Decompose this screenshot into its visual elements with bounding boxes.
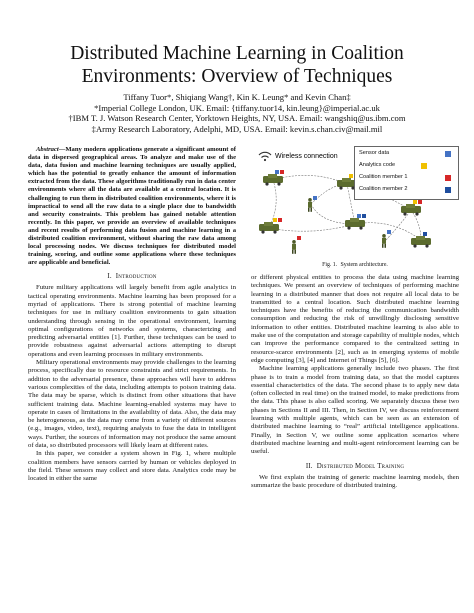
figure-caption [251, 262, 459, 269]
legend-label: Sensor data [359, 150, 390, 156]
legend-item-coalition-member-2 [359, 186, 408, 193]
legend-label: Coalition member 2 [359, 186, 408, 192]
vehicle-3-icon [259, 222, 279, 234]
vehicle-6-icon [411, 236, 431, 248]
legend-label: Coalition member 1 [359, 174, 408, 180]
intro-paragraph-1: Future military applications will largely benefit from agile analytics in tactical operating environments. Machine learning has been proposed for a myriad of applications. There is strong potential of machine learning techniques for use in military coalition environments to gain situation understanding through sensing in the operational environment, learning optimal configurations of networks and systems, characterizing and predicting adversarial entities [1]. Further, these techniques can be used to provide robustness against adversarial actions attempting to disrupt operations and even learning processes in military environments. [28, 284, 236, 358]
legend-swatch-member-2 [445, 187, 451, 193]
legend-item-analytics-code [359, 162, 395, 169]
wifi-icon [259, 152, 271, 161]
section-title: Introduction [115, 273, 157, 281]
soldier-1-icon [308, 198, 312, 212]
soldier-3-icon [292, 240, 296, 254]
figure-system-architecture [251, 144, 459, 260]
author-block [20, 92, 454, 134]
legend-swatch-member-1 [445, 175, 451, 181]
figure-legend [354, 146, 459, 200]
legend-swatch-sensor [445, 151, 451, 157]
affiliation-arl: ‡Army Research Laboratory, Adelphi, MD, USA. Email: kevin.s.chan.civ@mail.mil [91, 123, 383, 134]
right-column [251, 274, 459, 490]
legend-swatch-analytics [421, 163, 427, 169]
section-heading-introduction [28, 272, 236, 281]
vehicle-1-icon [263, 174, 283, 186]
training-paragraph-1: We first explain the training of generic machine learning models, then summarize the basic procedure of distributed training. [251, 473, 459, 489]
right-paragraph-2: Machine learning applications generally include two phases. The first phase is to train a model from training data, so that the model captures essential characteristics of the data. The second phase is to apply new data (often collected in real time) on the trained model, to make predictions from the data. This phase is also called scoring. We separately discuss these two phases in Sections II and III. Then, in Section IV, we discuss reinforcement learning with multiple agents, which can be seen as an extension of distributed machine learning to “real” artificial intelligence applications. Finally, in Section V, we outline some application scenarios where distributed machine learning and multi-agent reinforcement learning can be useful. [251, 365, 459, 456]
section-title: Distributed Model Training [316, 462, 405, 470]
abstract [28, 146, 236, 267]
title-line-1: Distributed Machine Learning in Coalition [70, 43, 404, 64]
abstract-label: Abstract [36, 146, 59, 153]
affiliation-ibm: †IBM T. J. Watson Research Center, Yorktown Heights, NY, USA. Email: wangshiq@us.ibm.com [68, 113, 406, 124]
intro-paragraph-3: In this paper, we consider a system shown in Fig. 1, where multiple coalition members have sensors carried by human or vehicles deployed in the field. These sensors may collect and store data. Analytics code may be located in either the same [28, 450, 236, 483]
title-line-2: Environments: Overview of Techniques [81, 66, 393, 87]
wireless-connection-label: Wireless connection [275, 153, 338, 160]
right-paragraph-1: or different physical entities to process the data using machine learning techniques. We present an overview of techniques of performing machine learning in a distributed manner that does not require all local data to be transmitted to a central location. Such distributed machine learning techniques have the benefits of reducing the communication bandwidth consumption and reducing the risk of unwillingly disclosing sensitive information to other entities. Distributed machine learning is also able to make use of the computation and storage capability of multiple nodes, which can improve the performance compared to the centralized setting in resource-scarce environments [2], such as in emerging systems of mobile edge computing [3], [4] and Internet of Things [5], [6]. [251, 274, 459, 364]
author-names: Tiffany Tuor*, Shiqiang Wang†, Kin K. Leung* and Kevin Chan‡ [123, 92, 351, 102]
section-numeral: I. [107, 273, 112, 281]
left-column [28, 146, 236, 484]
intro-paragraph-2: Military operational environments may provide challenges to the learning process, specifically due to resource constraints and strict requirements. In addition to the adversarial presence, these approaches will have to address various complexities of the data, including attempts to poison training data. The data may be sparse, which is distinct from other situations that have sufficient training data. Machine learning-enabled systems may have to operate in cases of limitations in the availability of data. Also, the data may be heterogeneous, as the data may come from a variety of different sources (e.g., images, video, text), requiring analysts to fuse the data in intelligent ways. Further, the sources of information may not produce the same amount of data, so distributed processors will likely learn at different rates. [28, 359, 236, 450]
legend-item-coalition-member-1 [359, 174, 408, 181]
soldier-2-icon [382, 234, 386, 248]
section-heading-distributed-training [251, 462, 459, 471]
vehicle-4-icon [345, 218, 365, 230]
affiliation-imperial: *Imperial College London, UK. Email: {tiffany.tuor14, kin.leung}@imperial.ac.uk [94, 102, 380, 113]
abstract-text: —Many modern applications generate a significant amount of data in dispersed geographical areas. To analyze and make use of the data, data fusion and machine learning techniques are usually applied, which has the potential to greatly enhance the amount of information extracted from the data. These algorithms traditionally run in data center environments where all the data are available at a central location. It is challenging to run them in distributed coalition environments, where it is impractical to send all the raw data to a single place due to bandwidth and security constraints. This problem has gained notable attention recently. In this paper, we provide an overview of available techniques and recent results of performing data fusion and machine learning in a distributed coalition environment, without sharing the raw data among local processing nodes. We discuss techniques for distributed model training, scoring, and outline some applications where these techniques are applicable and beneficial. [28, 146, 236, 267]
legend-label: Analytics code [359, 162, 396, 168]
section-numeral: II. [305, 462, 313, 470]
paper-title [20, 42, 454, 88]
figure-caption-text: System architecture. [340, 262, 388, 268]
legend-item-sensor-data [359, 150, 389, 157]
figure-caption-label: Fig. 1. [322, 262, 338, 268]
